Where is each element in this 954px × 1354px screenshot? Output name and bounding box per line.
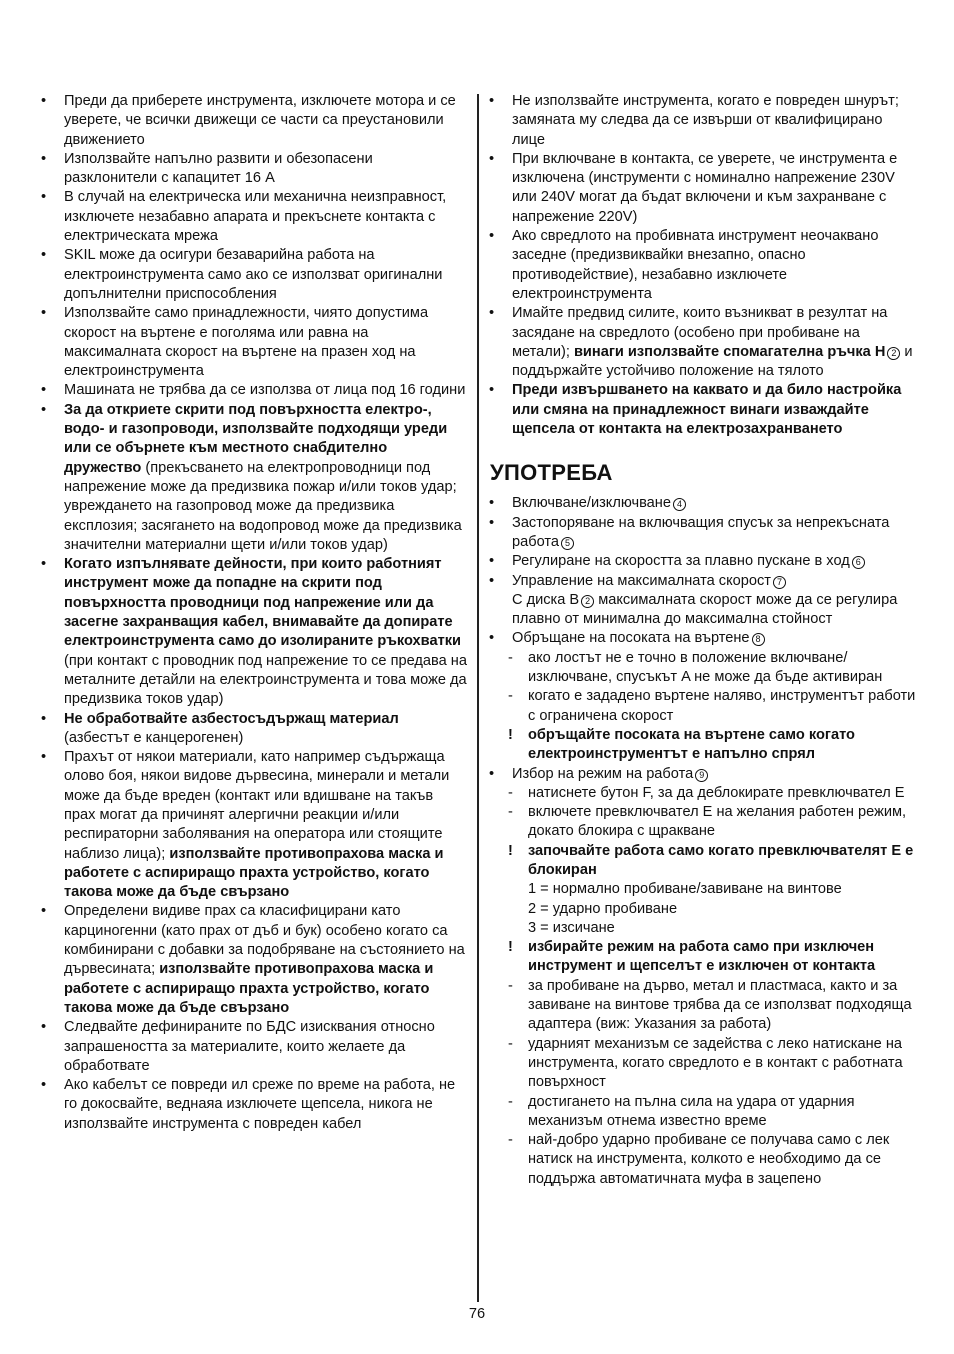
mode-option	[488, 900, 916, 919]
figure-reference: 5	[561, 537, 574, 550]
body-text: достигането на пълна сила на удара от ударния механизъм отнема известно време	[528, 1093, 855, 1129]
dash-marker: -	[508, 977, 513, 994]
warning-item	[488, 726, 916, 765]
bullet-marker: •	[41, 710, 47, 727]
bullet-marker: •	[41, 247, 47, 264]
bullet-item	[40, 304, 468, 381]
body-text: С диска B	[512, 591, 580, 608]
section-heading: УПОТРЕБА	[490, 460, 613, 486]
bullet-item	[40, 92, 468, 150]
bullet-item	[488, 552, 916, 571]
bullet-marker: •	[41, 150, 47, 167]
bullet-marker: •	[41, 1019, 47, 1036]
bold-text: започвайте работа само когато превключвателят E е блокиран	[528, 842, 914, 878]
dash-item	[488, 687, 916, 726]
figure-reference: 9	[695, 769, 708, 782]
dash-marker: -	[508, 688, 513, 705]
mode-option	[488, 919, 916, 938]
bullet-marker: •	[41, 749, 47, 766]
body-text: Имайте предвид силите, които възникват в резултат на засядане на свредлото (особено при пробиване на метали);	[512, 305, 888, 360]
body-text: Ако кабелът се повреди ил среже по време на работа, не го докосвайте, веднаяа изключете щепсела, никога не използвайте инструмента с повреден кабел	[64, 1077, 456, 1132]
body-text: Следвайте дефинираните по БДС изисквания относно запрашеността за материалите, които желаете да обработвате	[64, 1019, 435, 1074]
dash-marker: -	[508, 804, 513, 821]
dash-item	[488, 977, 916, 1035]
bullet-marker: •	[41, 903, 47, 920]
body-text: 2 = ударно пробиване	[528, 900, 678, 917]
bullet-marker: •	[41, 305, 47, 322]
body-text: натиснете бутон F, за да деблокирате превключвател E	[528, 784, 905, 801]
body-text: Прахът от някои материали, като например съдържаща олово боя, някои видове дървесина, минерали и метали може да бъде вреден (контакт или вдишване на такъв прах могат да причинят алергични реакции и/или респираторни заболявания на оператора или стоящите наблизо лица);	[64, 749, 450, 862]
warning-item	[488, 842, 916, 881]
bold-text: Преди извършването на каквато и да било настройка или смяна на принадлежност винаги изваждайте щепсела от контакта на електрозахранването	[512, 382, 902, 438]
dash-marker: -	[508, 1093, 513, 1110]
bullet-item	[488, 765, 916, 784]
body-text: Определени видиве прах са класифицирани като карциногенни (като прах от дъб и бук) особено когато са комбинирани с добавки за подобряване на състоянието на дървесината;	[64, 903, 465, 978]
figure-reference: 6	[852, 556, 865, 569]
body-text: (прекъсването на електропроводници под напрежение може да предизвика пожар и/или токов удар; увреждането на газопровод може да предизвика експлозия; засягането на водопровод може да предизвика значителни материални щети и/или токов удар)	[64, 459, 462, 553]
body-text: ударният механизъм се задейства с леко натискане на инструмента, когато свредлото е в контакт с работната повърхност	[528, 1035, 903, 1091]
body-text: и поддържайте устойчиво положение на тялото	[512, 343, 913, 380]
warn-marker: !	[508, 842, 513, 859]
bold-text: избирайте режим на работа само при изключен инструмент и щепселът е изключен от контакта	[528, 939, 876, 975]
body-text: Избор на режим на работа	[512, 765, 694, 782]
bullet-item	[488, 304, 916, 381]
body-text: (азбестът е канцерогенен)	[64, 729, 244, 746]
body-text: Застопоряване на включващия спусък за непрекъсната работа	[512, 514, 890, 550]
figure-reference: 8	[752, 633, 765, 646]
body-text: Ако свредлото на пробивната инструмент неочаквано заседне (предизвиквайки внезапно, опасно противодействие), незабавно изключете електроинструмента	[512, 228, 879, 302]
body-text: Включване/изключване	[512, 495, 671, 512]
bullet-marker: •	[41, 1077, 47, 1094]
body-text: Преди да приберете инструмента, изключете мотора и се уверете, че всички движещи се части са преустановили движението	[64, 93, 456, 148]
bullet-marker: •	[41, 189, 47, 206]
bullet-item	[488, 92, 916, 150]
dash-marker: -	[508, 784, 513, 801]
figure-reference: 2	[581, 595, 594, 608]
dash-marker: -	[508, 1035, 513, 1052]
bullet-marker: •	[489, 495, 495, 512]
body-text: SKIL може да осигури безаварийна работа на електроинструмента само ако се използват оригинални допълнителни приспособления	[64, 247, 443, 302]
body-text: най-добро ударно пробиване се получава само с лек натиск на инструмента, колкото е необходимо да се поддържа автоматичната муфа в зацепено	[528, 1132, 890, 1187]
bullet-marker: •	[489, 553, 495, 570]
bold-text: обръщайте посоката на въртене само когато електроинструментът е напълно спрял	[528, 726, 855, 763]
bold-text: Когато изпълнявате дейности, при които работният инструмент може да попадне на скрити под повърхността проводници под напрежение или да засегне захранващия кабел, внимавайте да допирате електроинструмента само до изолираните ръкохватки	[64, 556, 461, 650]
bullet-marker: •	[41, 556, 47, 573]
bullet-marker: •	[489, 630, 495, 647]
bullet-marker: •	[489, 150, 495, 167]
figure-reference: 2	[887, 347, 900, 360]
bullet-marker: •	[489, 382, 495, 399]
bullet-item	[40, 150, 468, 189]
bullet-item	[40, 401, 468, 555]
continuation-text	[488, 591, 916, 630]
dash-marker: -	[508, 649, 513, 666]
bullet-marker: •	[489, 305, 495, 322]
dash-item	[488, 1093, 916, 1132]
bullet-marker: •	[489, 514, 495, 531]
bullet-item	[40, 555, 468, 709]
body-text: Обръщане на посоката на въртене	[512, 630, 750, 647]
body-text: Регулиране на скоростта за плавно пускане в ход	[512, 553, 850, 570]
bullet-item	[488, 227, 916, 304]
body-text: 3 = изсичане	[528, 919, 615, 936]
body-text: включете превключвател E на желания работен режим, докато блокира с щракване	[528, 804, 907, 840]
body-text: Не използвайте инструмента, когато е повреден шнурът; замяната му следва да се извърши от квалифицирано лице	[512, 93, 899, 148]
body-text: Използвайте само принадлежности, чиято допустима скорост на въртене е поголяма или равна на максималната скорост на въртене на празен ход на електроинструмента	[64, 305, 429, 380]
bullet-item	[488, 514, 916, 553]
bullet-item	[40, 1018, 468, 1076]
right-column	[488, 92, 916, 1189]
bullet-item	[40, 902, 468, 1018]
dash-item	[488, 803, 916, 842]
bullet-marker: •	[489, 228, 495, 245]
warning-item	[488, 938, 916, 977]
bullet-item	[40, 381, 468, 400]
bullet-item	[488, 572, 916, 591]
dash-item	[488, 784, 916, 803]
page-number: 76	[468, 1306, 486, 1322]
bullet-item	[40, 188, 468, 246]
bullet-marker: •	[41, 93, 47, 109]
dash-marker: -	[508, 1132, 513, 1149]
bullet-item	[40, 748, 468, 902]
bold-text: използвайте противопрахова маска и работете с аспириращо прахта устройство, когато такова може да бъде свързано	[64, 961, 434, 1016]
figure-reference: 4	[673, 498, 686, 511]
body-text: ако лостът не е точно в положение включване/ изключване, спусъкът A не може да бъде активиран	[528, 649, 883, 686]
bullet-marker: •	[489, 93, 495, 109]
dash-item	[488, 1131, 916, 1189]
bullet-item	[488, 629, 916, 648]
body-text: В случай на електрическа или механична неизправност, изключете незабавно апарата и прекъснете контакта с електрическата мрежа	[64, 189, 447, 245]
body-text: 1 = нормално пробиване/завиване на винтове	[528, 881, 842, 898]
dash-item	[488, 1035, 916, 1093]
warn-marker: !	[508, 726, 513, 743]
body-text: максималната скорост може да се регулира плавно от минимална до максимална стойност	[512, 591, 898, 628]
body-text: Машината не трябва да се използва от лица под 16 години	[64, 382, 466, 399]
bullet-marker: •	[41, 401, 47, 418]
bold-text: За да откриете скрити под повърхността електро-, водо- и газопроводи, използвайте подходящи уреди или се обърнете към местното снабдително дружество	[64, 401, 448, 476]
bullet-marker: •	[41, 382, 47, 399]
bullet-item	[488, 494, 916, 513]
bullet-marker: •	[489, 572, 495, 589]
bold-text: Не обработвайте азбестосъдържащ материал	[64, 710, 399, 727]
bullet-item	[488, 381, 916, 439]
mode-option	[488, 880, 916, 899]
warn-marker: !	[508, 939, 513, 956]
body-text: за пробиване на дърво, метал и пластмаса, както и за завиване на винтове трябва да се използват подходяща адаптера (виж: Указания за работа)	[528, 977, 912, 1033]
body-text: Използвайте напълно развити и обезопасени разклонители с капацитет 16 А	[64, 150, 373, 187]
bullet-item	[40, 246, 468, 304]
body-text: (при контакт с проводник под напрежение то се предава на металните детайли на електроинструмента и това може да предизвика токов удар)	[64, 652, 467, 708]
bullet-marker: •	[489, 765, 495, 782]
bold-text: винаги използвайте спомагателна ръчка H	[573, 343, 886, 360]
body-text: При включване в контакта, се уверете, че инструмента е изключена (инструменти с номинално напрежение 230V или 240V могат да бъдат включени и към захранване с напрежение 220V)	[512, 150, 898, 225]
bullet-item	[40, 710, 468, 749]
bold-text: използвайте противопрахова маска и работете с аспириращо прахта устройство, когато такова може да бъде свързано	[64, 845, 444, 901]
bullet-item	[488, 150, 916, 227]
figure-reference: 7	[773, 576, 786, 589]
body-text: Управление на максималната скорост	[512, 572, 771, 589]
column-divider	[477, 94, 479, 1302]
dash-item	[488, 649, 916, 688]
left-column	[40, 92, 468, 1134]
body-text: когато е зададено въртене наляво, инструментът работи с ограничена скорост	[528, 688, 916, 724]
bullet-item	[40, 1076, 468, 1134]
